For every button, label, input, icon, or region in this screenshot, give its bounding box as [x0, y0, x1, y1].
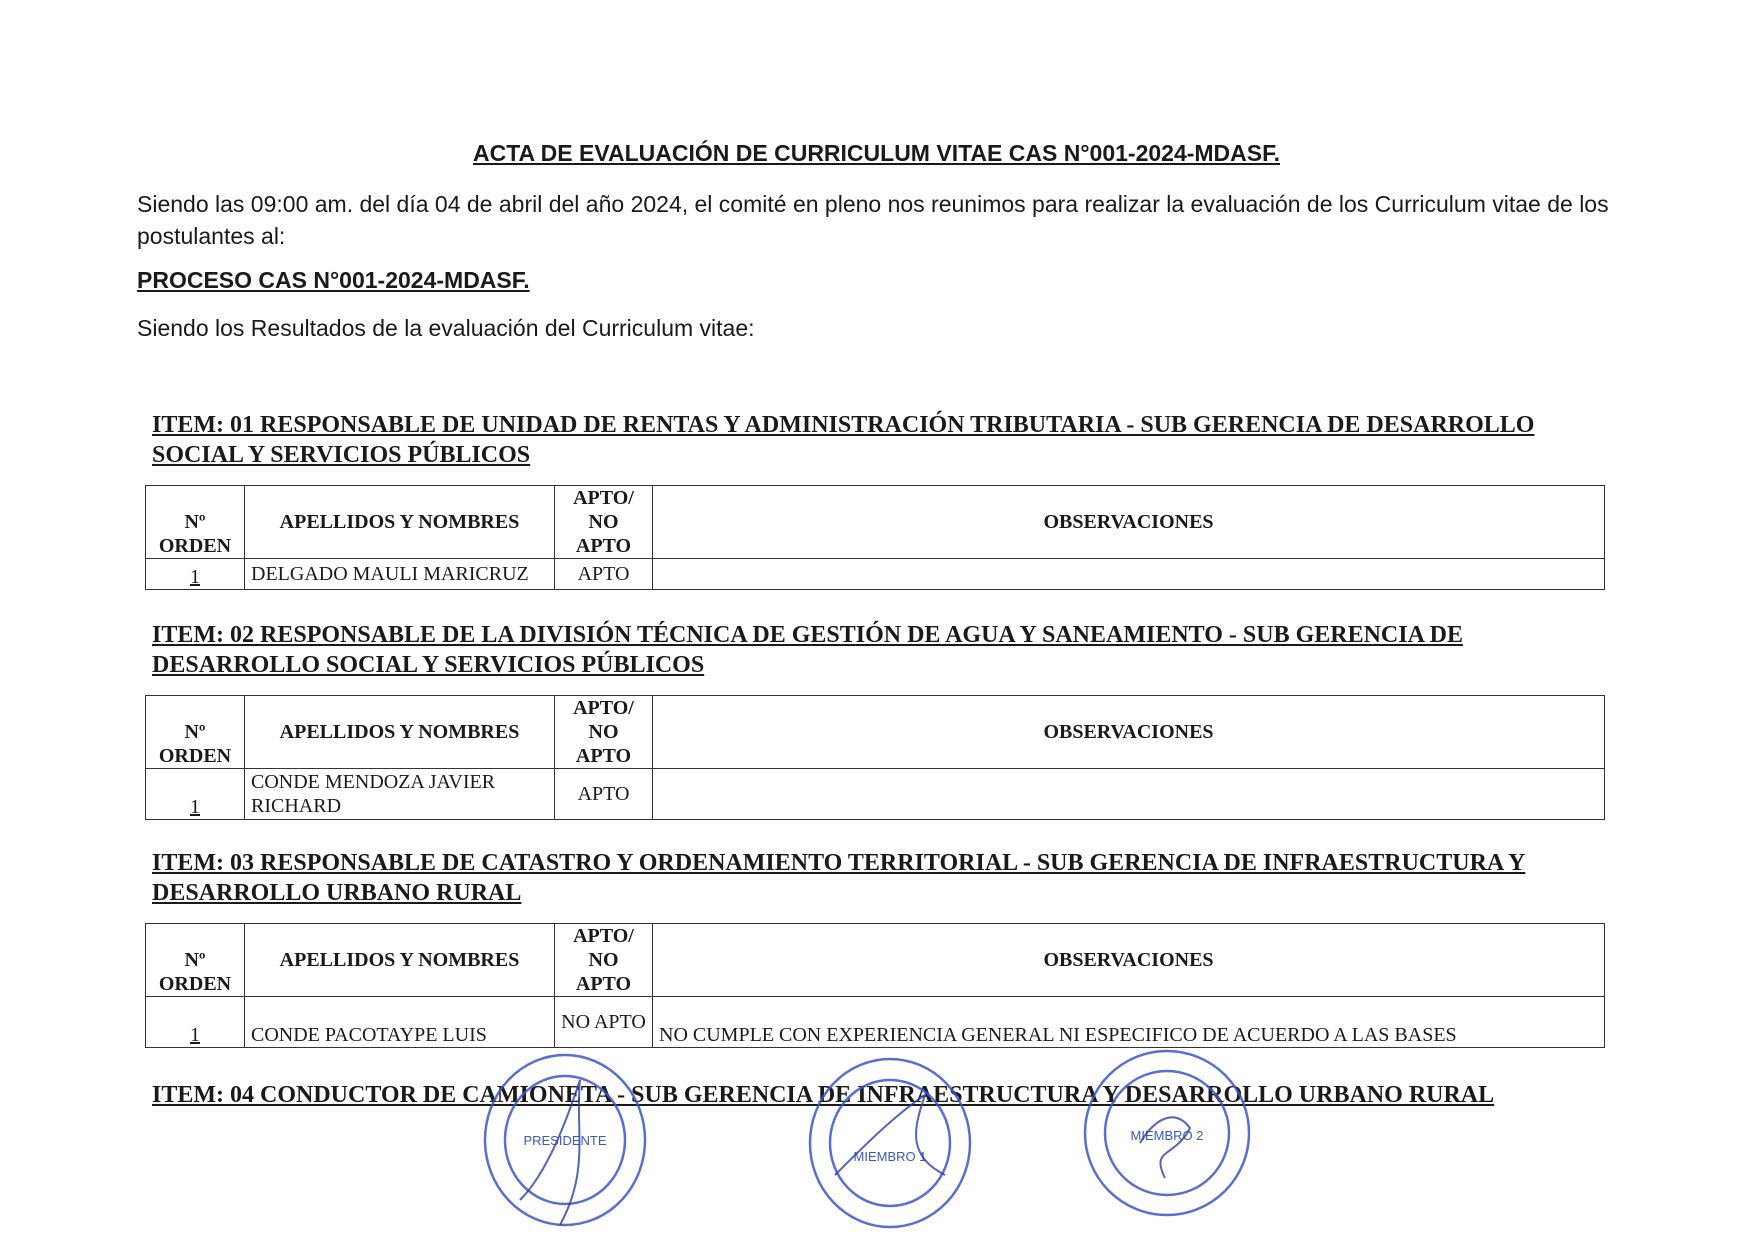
header-nombres: APELLIDOS Y NOMBRES	[245, 696, 555, 769]
row-orden: 1	[146, 769, 245, 820]
intro-paragraph: Siendo las 09:00 am. del día 04 de abril del año 2024, el comité en pleno nos reunimos para realizar la evaluación de los Curriculum vitae de los postulantes al:	[137, 191, 1609, 249]
table-header-row	[146, 696, 1605, 769]
item-02-heading: ITEM: 02 RESPONSABLE DE LA DIVISIÓN TÉCNICA DE GESTIÓN DE AGUA Y SANEAMIENTO - SUB GERENCIA DE DESARROLLO SOCIAL Y SERVICIOS PÚBLICOS	[152, 622, 1463, 678]
seal-miembro-1	[805, 1055, 975, 1230]
row-nombre: CONDE MENDOZA JAVIER RICHARD	[245, 769, 555, 820]
proceso-heading: PROCESO CAS N°001-2024-MDASF.	[137, 267, 530, 293]
table-row	[146, 559, 1605, 590]
item-01-heading: ITEM: 01 RESPONSABLE DE UNIDAD DE RENTAS Y ADMINISTRACIÓN TRIBUTARIA - SUB GERENCIA DE DESARROLLO SOCIAL Y SERVICIOS PÚBLICOS	[152, 412, 1535, 468]
header-nombres: APELLIDOS Y NOMBRES	[245, 486, 555, 559]
row-observacion	[653, 559, 1605, 590]
header-observaciones: OBSERVACIONES	[653, 486, 1605, 559]
table-header-row	[146, 486, 1605, 559]
table-row	[146, 769, 1605, 820]
seal-miembro-2	[1080, 1048, 1255, 1223]
header-apto: APTO/ NO APTO	[555, 486, 653, 559]
item-03-table	[145, 923, 1605, 1048]
seal-presidente	[480, 1050, 650, 1230]
item-03-heading: ITEM: 03 RESPONSABLE DE CATASTRO Y ORDENAMIENTO TERRITORIAL - SUB GERENCIA DE INFRAESTRUCTURA Y DESARROLLO URBANO RURAL	[152, 850, 1526, 906]
row-apto: APTO	[555, 769, 653, 820]
item-04-heading: ITEM: 04 CONDUCTOR DE CAMIONETA - SUB GERENCIA DE INFRAESTRUCTURA Y DESARROLLO URBANO RURAL	[152, 1082, 1495, 1108]
document-title: ACTA DE EVALUACIÓN DE CURRICULUM VITAE CAS N°001-2024-MDASF.	[472, 140, 1281, 166]
header-apto: APTO/ NO APTO	[555, 924, 653, 997]
table-row	[146, 997, 1605, 1048]
results-intro: Siendo los Resultados de la evaluación del Curriculum vitae:	[137, 315, 755, 341]
row-nombre: CONDE PACOTAYPE LUIS	[245, 997, 555, 1048]
row-observacion: NO CUMPLE CON EXPERIENCIA GENERAL NI ESPECIFICO DE ACUERDO A LAS BASES	[653, 997, 1605, 1048]
item-01-table	[145, 485, 1605, 590]
header-apto: APTO/ NO APTO	[555, 696, 653, 769]
row-apto: APTO	[555, 559, 653, 590]
row-apto: NO APTO	[555, 997, 653, 1048]
item-02-table	[145, 695, 1605, 820]
row-observacion	[653, 769, 1605, 820]
row-nombre: DELGADO MAULI MARICRUZ	[245, 559, 555, 590]
header-orden: Nº ORDEN	[146, 924, 245, 997]
row-orden: 1	[146, 997, 245, 1048]
header-nombres: APELLIDOS Y NOMBRES	[245, 924, 555, 997]
header-orden: Nº ORDEN	[146, 696, 245, 769]
header-observaciones: OBSERVACIONES	[653, 696, 1605, 769]
seal-role-text: MIEMBRO 1	[853, 1149, 927, 1164]
seal-role-text: MIEMBRO 2	[1130, 1128, 1204, 1143]
row-orden: 1	[146, 559, 245, 590]
seal-role-text: PRESIDENTE	[523, 1133, 607, 1148]
header-orden: Nº ORDEN	[146, 486, 245, 559]
header-observaciones: OBSERVACIONES	[653, 924, 1605, 997]
table-header-row	[146, 924, 1605, 997]
